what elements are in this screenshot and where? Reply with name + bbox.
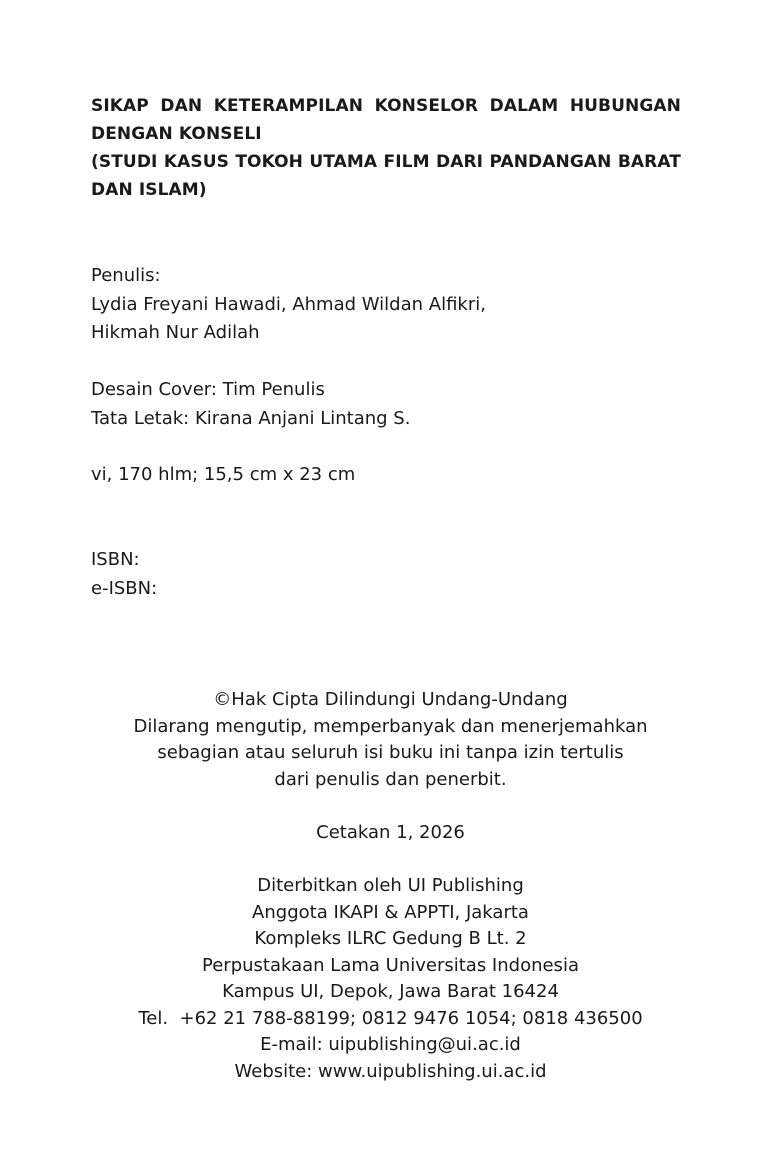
authors-label: Penulis: bbox=[91, 265, 161, 286]
layout-credit: Tata Letak: Kirana Anjani Lintang S. bbox=[91, 407, 411, 429]
title-line-1: SIKAP DAN KETERAMPILAN KONSELOR DALAM HUBUNGAN bbox=[91, 96, 681, 116]
book-title bbox=[91, 92, 681, 204]
pages-and-size: vi, 170 hlm; 15,5 cm x 23 cm bbox=[91, 464, 356, 485]
copyright-line-3: sebagian atau seluruh isi buku ini tanpa izin tertulis bbox=[157, 742, 624, 763]
copyright-line-1: ©Hak Cipta Dilindungi Undang-Undang bbox=[213, 689, 568, 710]
edition-text: Cetakan 1, 2026 bbox=[316, 822, 465, 843]
copyright-notice bbox=[0, 687, 781, 793]
cover-design-credit: Desain Cover: Tim Penulis bbox=[91, 379, 325, 400]
title-line-3: (STUDI KASUS TOKOH UTAMA FILM DARI PANDANGAN BARAT bbox=[91, 152, 681, 172]
publisher-phone: Tel. +62 21 788-88199; 0812 9476 1054; 0818 436500 bbox=[138, 1007, 643, 1029]
credits-section bbox=[91, 376, 691, 433]
publisher-address-1: Kompleks ILRC Gedung B Lt. 2 bbox=[254, 928, 527, 949]
copyright-line-2: Dilarang mengutip, memperbanyak dan menerjemahkan bbox=[133, 715, 648, 737]
publisher-email: E-mail: uipublishing@ui.ac.id bbox=[260, 1034, 521, 1055]
title-line-2: DENGAN KONSELI bbox=[91, 124, 262, 144]
publisher-info bbox=[0, 873, 781, 1085]
isbn-section bbox=[91, 546, 691, 603]
publisher-address-3: Kampus UI, Depok, Jawa Barat 16424 bbox=[222, 981, 559, 1002]
title-line-4: DAN ISLAM) bbox=[91, 180, 207, 200]
publisher-name: Diterbitkan oleh UI Publishing bbox=[257, 875, 524, 896]
authors-section bbox=[91, 262, 691, 348]
publisher-address-2: Perpustakaan Lama Universitas Indonesia bbox=[202, 954, 579, 976]
authors-line-2: Hikmah Nur Adilah bbox=[91, 322, 260, 343]
authors-line-1: Lydia Freyani Hawadi, Ahmad Wildan Alfikri, bbox=[91, 293, 486, 315]
isbn-label: ISBN: bbox=[91, 549, 140, 570]
eisbn-label: e-ISBN: bbox=[91, 577, 158, 599]
publisher-membership: Anggota IKAPI & APPTI, Jakarta bbox=[252, 901, 529, 923]
publisher-website: Website: www.uipublishing.ui.ac.id bbox=[234, 1060, 547, 1082]
edition-section bbox=[0, 820, 781, 847]
copyright-line-4: dari penulis dan penerbit. bbox=[274, 768, 507, 790]
physical-description bbox=[91, 461, 691, 490]
